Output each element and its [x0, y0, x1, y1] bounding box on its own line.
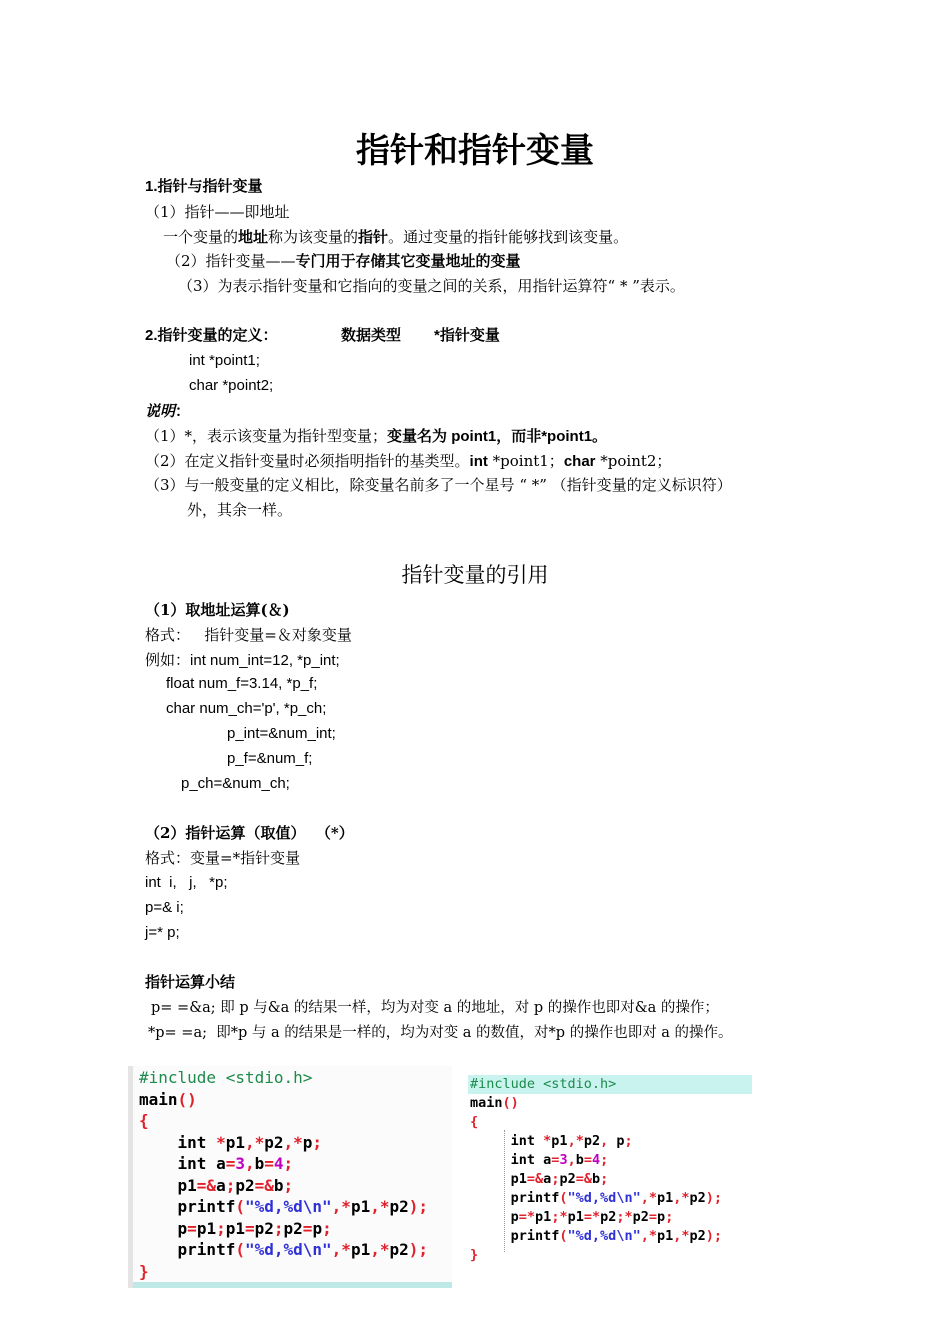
code-token: ,* — [567, 1133, 584, 1149]
ref1-heading: （1）取地址运算(＆) — [145, 601, 290, 619]
code-token: ); — [408, 1240, 428, 1259]
code-token: () — [502, 1095, 519, 1111]
ref1-example-5: p_f=&num_f; — [227, 750, 313, 767]
text-run: 一个变量的 — [163, 228, 239, 246]
code-token: p2 — [389, 1197, 409, 1216]
section2-col-var: *指针变量 — [434, 327, 500, 344]
code-token: "%d,%d\n" — [567, 1190, 641, 1206]
code-line — [470, 1208, 673, 1227]
code-token: main — [139, 1089, 178, 1109]
code-line — [139, 1132, 322, 1154]
code-token: = — [187, 1218, 197, 1238]
code-token: main — [470, 1095, 503, 1111]
code-token: ,* — [370, 1240, 390, 1259]
text-run: ： — [175, 402, 191, 420]
code-token: 4 — [273, 1154, 284, 1173]
text-run: 称为该变量的 — [268, 228, 359, 246]
code-token: ( — [559, 1190, 568, 1206]
code-line — [470, 1170, 608, 1189]
code-token: p1 — [225, 1132, 245, 1152]
note-label — [145, 401, 190, 421]
code-token: ; — [600, 1152, 609, 1168]
code-token: = — [244, 1218, 255, 1238]
code-token: p1 — [196, 1218, 217, 1238]
code-line — [139, 1261, 149, 1283]
text-run: （2）在定义指针变量时必须指明指针的基类型。 — [145, 452, 470, 470]
code-token: p — [312, 1218, 323, 1238]
text-run-bold: char — [563, 453, 596, 470]
text-run: 例如： — [145, 651, 191, 669]
code-token: p1 — [656, 1190, 674, 1206]
code-token: ;* — [616, 1209, 633, 1225]
text-run: （1）*，表示该变量为指针型变量； — [145, 427, 388, 445]
text-run-bold: 地址 — [238, 228, 269, 246]
code-token: ( — [235, 1197, 245, 1216]
code-token: =& — [196, 1175, 217, 1195]
section1-line1: （1）指针——即地址 — [145, 203, 290, 221]
decl-int: int *point1; — [189, 352, 260, 369]
code-token: printf — [470, 1190, 560, 1206]
code-token: ,* — [331, 1240, 351, 1259]
code-token: ,* — [331, 1197, 351, 1216]
code-line — [470, 1132, 633, 1151]
text-run: int num_int=12, *p_int; — [190, 652, 340, 669]
code-token: = — [583, 1152, 592, 1168]
text-run: 说明 — [145, 402, 176, 420]
code-token: p1 — [567, 1209, 584, 1225]
code-token: ,* — [673, 1228, 690, 1244]
code-token: ,* — [370, 1197, 390, 1216]
code-line — [470, 1075, 616, 1094]
code-token: ; — [312, 1132, 323, 1152]
code-token: printf — [139, 1197, 236, 1216]
section1-line4: （3）为表示指针变量和它指向的变量之间的关系，用指针运算符“ * ”表示。 — [178, 277, 685, 295]
code-token: = — [264, 1154, 274, 1173]
code-token: b — [254, 1154, 265, 1173]
code-token: } — [470, 1247, 479, 1263]
code-line — [139, 1239, 428, 1261]
code-token: p — [470, 1209, 519, 1225]
code-token: ; — [600, 1171, 609, 1187]
code-token: p1 — [470, 1171, 527, 1187]
code-token: p1 — [139, 1175, 197, 1195]
code-line — [470, 1151, 608, 1170]
section2-col-type: 数据类型 — [341, 327, 402, 344]
code-token: ,* — [673, 1190, 690, 1206]
code-token: ,* — [640, 1228, 657, 1244]
code-token: a — [216, 1175, 226, 1195]
code-line — [139, 1110, 149, 1132]
code-token: p1 — [225, 1218, 245, 1238]
code-line — [470, 1246, 478, 1265]
code-token: p2 — [235, 1175, 255, 1195]
ref2-code-3: j=* p; — [145, 924, 180, 941]
text-run-bold: 变量名为 point1，而非*point1。 — [387, 428, 608, 445]
code-token: ; — [216, 1218, 226, 1238]
section1-line3 — [166, 251, 521, 271]
code-token: p2 — [254, 1218, 274, 1238]
section1-line2 — [163, 227, 628, 247]
note-2 — [145, 451, 671, 472]
code-token: p2 — [264, 1132, 284, 1152]
code-token: p — [657, 1209, 666, 1225]
code-token: p2 — [583, 1133, 601, 1149]
note-3: （3）与一般变量的定义相比，除变量名前多了一个星号 “ *” （指针变量的定义标识符） — [145, 476, 732, 494]
ref1-example-4: p_int=&num_int; — [227, 725, 336, 742]
code-token: ; — [225, 1175, 236, 1195]
code-token: p2 — [689, 1228, 706, 1244]
note-1 — [145, 426, 607, 447]
code-token: ); — [408, 1197, 428, 1216]
code-line — [139, 1196, 428, 1218]
code-token: * — [216, 1132, 226, 1152]
ref1-example-3: char num_ch='p', *p_ch; — [166, 700, 327, 717]
code-token: 4 — [592, 1152, 601, 1168]
section2-heading: 2.指针变量的定义： — [145, 327, 278, 344]
code-token: , — [244, 1154, 255, 1173]
code-token: ; — [665, 1209, 674, 1225]
ref2-heading: （2）指针运算（取值） （*） — [145, 824, 354, 842]
code-token: b — [273, 1175, 284, 1195]
ref2-code-1: int i, j, *p; — [145, 874, 228, 891]
code-token: p — [616, 1133, 625, 1149]
ref1-example-6: p_ch=&num_ch; — [181, 775, 290, 792]
decl-char: char *point2; — [189, 377, 274, 394]
scroll-strip — [133, 1282, 452, 1288]
code-token: int — [470, 1133, 544, 1149]
code-token: ; — [273, 1218, 284, 1238]
code-token: a — [543, 1152, 552, 1168]
code-line — [139, 1067, 312, 1089]
ref1-format: 格式： 指针变量=＆对象变量 — [145, 626, 352, 644]
code-screenshot-left — [128, 1066, 452, 1288]
code-token: b — [575, 1152, 584, 1168]
text-run: （2）指针变量—— — [166, 252, 296, 270]
code-token: p — [139, 1218, 188, 1238]
code-token: int — [139, 1132, 217, 1152]
code-token: p1 — [535, 1209, 552, 1225]
code-token: a — [543, 1171, 552, 1187]
code-token: ,* — [640, 1190, 657, 1206]
ref1-example — [145, 650, 340, 671]
text-run: *point1； — [487, 452, 564, 470]
ref1-example-2: float num_f=3.14, *p_f; — [166, 675, 318, 692]
code-token: ; — [322, 1218, 332, 1238]
code-token: { — [139, 1111, 149, 1130]
code-token: p1 — [350, 1197, 371, 1216]
code-token: 3 — [235, 1154, 245, 1173]
code-token: p2 — [632, 1209, 649, 1225]
code-token: } — [139, 1261, 149, 1281]
code-token: ; — [283, 1175, 294, 1195]
code-token: p2 — [600, 1209, 617, 1225]
code-token: = — [551, 1152, 560, 1168]
code-token: ;* — [551, 1209, 568, 1225]
code-token: p2 — [283, 1218, 303, 1238]
code-token: ,* — [244, 1132, 265, 1152]
code-token: = — [648, 1209, 658, 1225]
section1-heading: 1.指针与指针变量 — [145, 178, 263, 195]
code-token: int — [470, 1152, 544, 1168]
code-token: b — [591, 1171, 601, 1187]
code-token: ; — [624, 1133, 633, 1149]
code-token: "%d,%d\n" — [567, 1228, 641, 1244]
code-line — [470, 1189, 722, 1208]
text-run-bold: int — [469, 453, 488, 470]
code-line — [139, 1175, 293, 1197]
code-token: p1 — [350, 1240, 371, 1259]
code-line — [139, 1153, 293, 1175]
code-line — [139, 1218, 332, 1240]
code-token: ); — [705, 1190, 723, 1206]
code-token: , — [567, 1152, 576, 1168]
code-token: ,* — [283, 1132, 303, 1152]
code-line — [470, 1227, 722, 1246]
section-subtitle: 指针变量的引用 — [401, 563, 549, 587]
text-run: *point2； — [595, 452, 672, 470]
code-token: ; — [551, 1171, 560, 1187]
code-token: =* — [583, 1209, 601, 1225]
code-token: 3 — [559, 1152, 568, 1168]
code-token: int — [139, 1154, 217, 1173]
code-token: #include <stdio.h> — [139, 1068, 313, 1087]
code-token: printf — [139, 1240, 236, 1259]
code-token: p2 — [559, 1171, 576, 1187]
code-token: printf — [470, 1228, 560, 1244]
code-token: a — [216, 1154, 226, 1173]
code-token: p2 — [689, 1190, 706, 1206]
gutter-bar — [128, 1066, 133, 1288]
code-token: = — [225, 1154, 236, 1173]
code-line — [139, 1089, 197, 1111]
note-3-continued: 外，其余一样。 — [187, 501, 293, 519]
code-token: p2 — [389, 1240, 409, 1259]
code-token: ; — [283, 1154, 294, 1173]
code-token: * — [543, 1133, 552, 1149]
code-token: ); — [705, 1228, 723, 1244]
code-token: =& — [254, 1175, 274, 1195]
code-token: () — [177, 1089, 197, 1109]
code-token: #include <stdio.h> — [470, 1076, 617, 1092]
code-token: p — [302, 1132, 313, 1152]
code-token: =& — [526, 1171, 544, 1187]
text-run-bold: 指针 — [358, 228, 389, 246]
page-title: 指针和指针变量 — [356, 131, 594, 171]
code-token: p1 — [551, 1133, 568, 1149]
ref2-format: 格式：变量=*指针变量 — [145, 849, 301, 867]
code-token: =* — [518, 1209, 536, 1225]
ref2-code-2: p=& i; — [145, 899, 184, 916]
summary-line-2: *p= =a; 即*p 与 a 的结果是一样的，均为对变 a 的数值，对*p 的操作也即对 a 的操作。 — [148, 1025, 733, 1041]
code-token: , — [600, 1133, 617, 1149]
code-line — [470, 1113, 478, 1132]
code-token: { — [470, 1114, 479, 1130]
code-token: = — [302, 1218, 313, 1238]
code-token: ( — [235, 1240, 245, 1259]
code-token: p1 — [656, 1228, 674, 1244]
code-token: "%d,%d\n" — [244, 1240, 332, 1259]
code-screenshot-right — [468, 1072, 754, 1272]
text-run-bold: 专门用于存储其它变量地址的变量 — [295, 252, 521, 270]
code-line — [470, 1094, 519, 1113]
code-token: =& — [575, 1171, 592, 1187]
summary-line-1: p= =&a; 即 p 与&a 的结果一样，均为对变 a 的地址，对 p 的操作也即对&a 的操作； — [151, 1000, 719, 1016]
text-run: 。通过变量的指针能够找到该变量。 — [388, 228, 629, 246]
code-token: ( — [559, 1228, 568, 1244]
code-token: "%d,%d\n" — [244, 1197, 332, 1216]
summary-heading: 指针运算小结 — [145, 974, 236, 991]
